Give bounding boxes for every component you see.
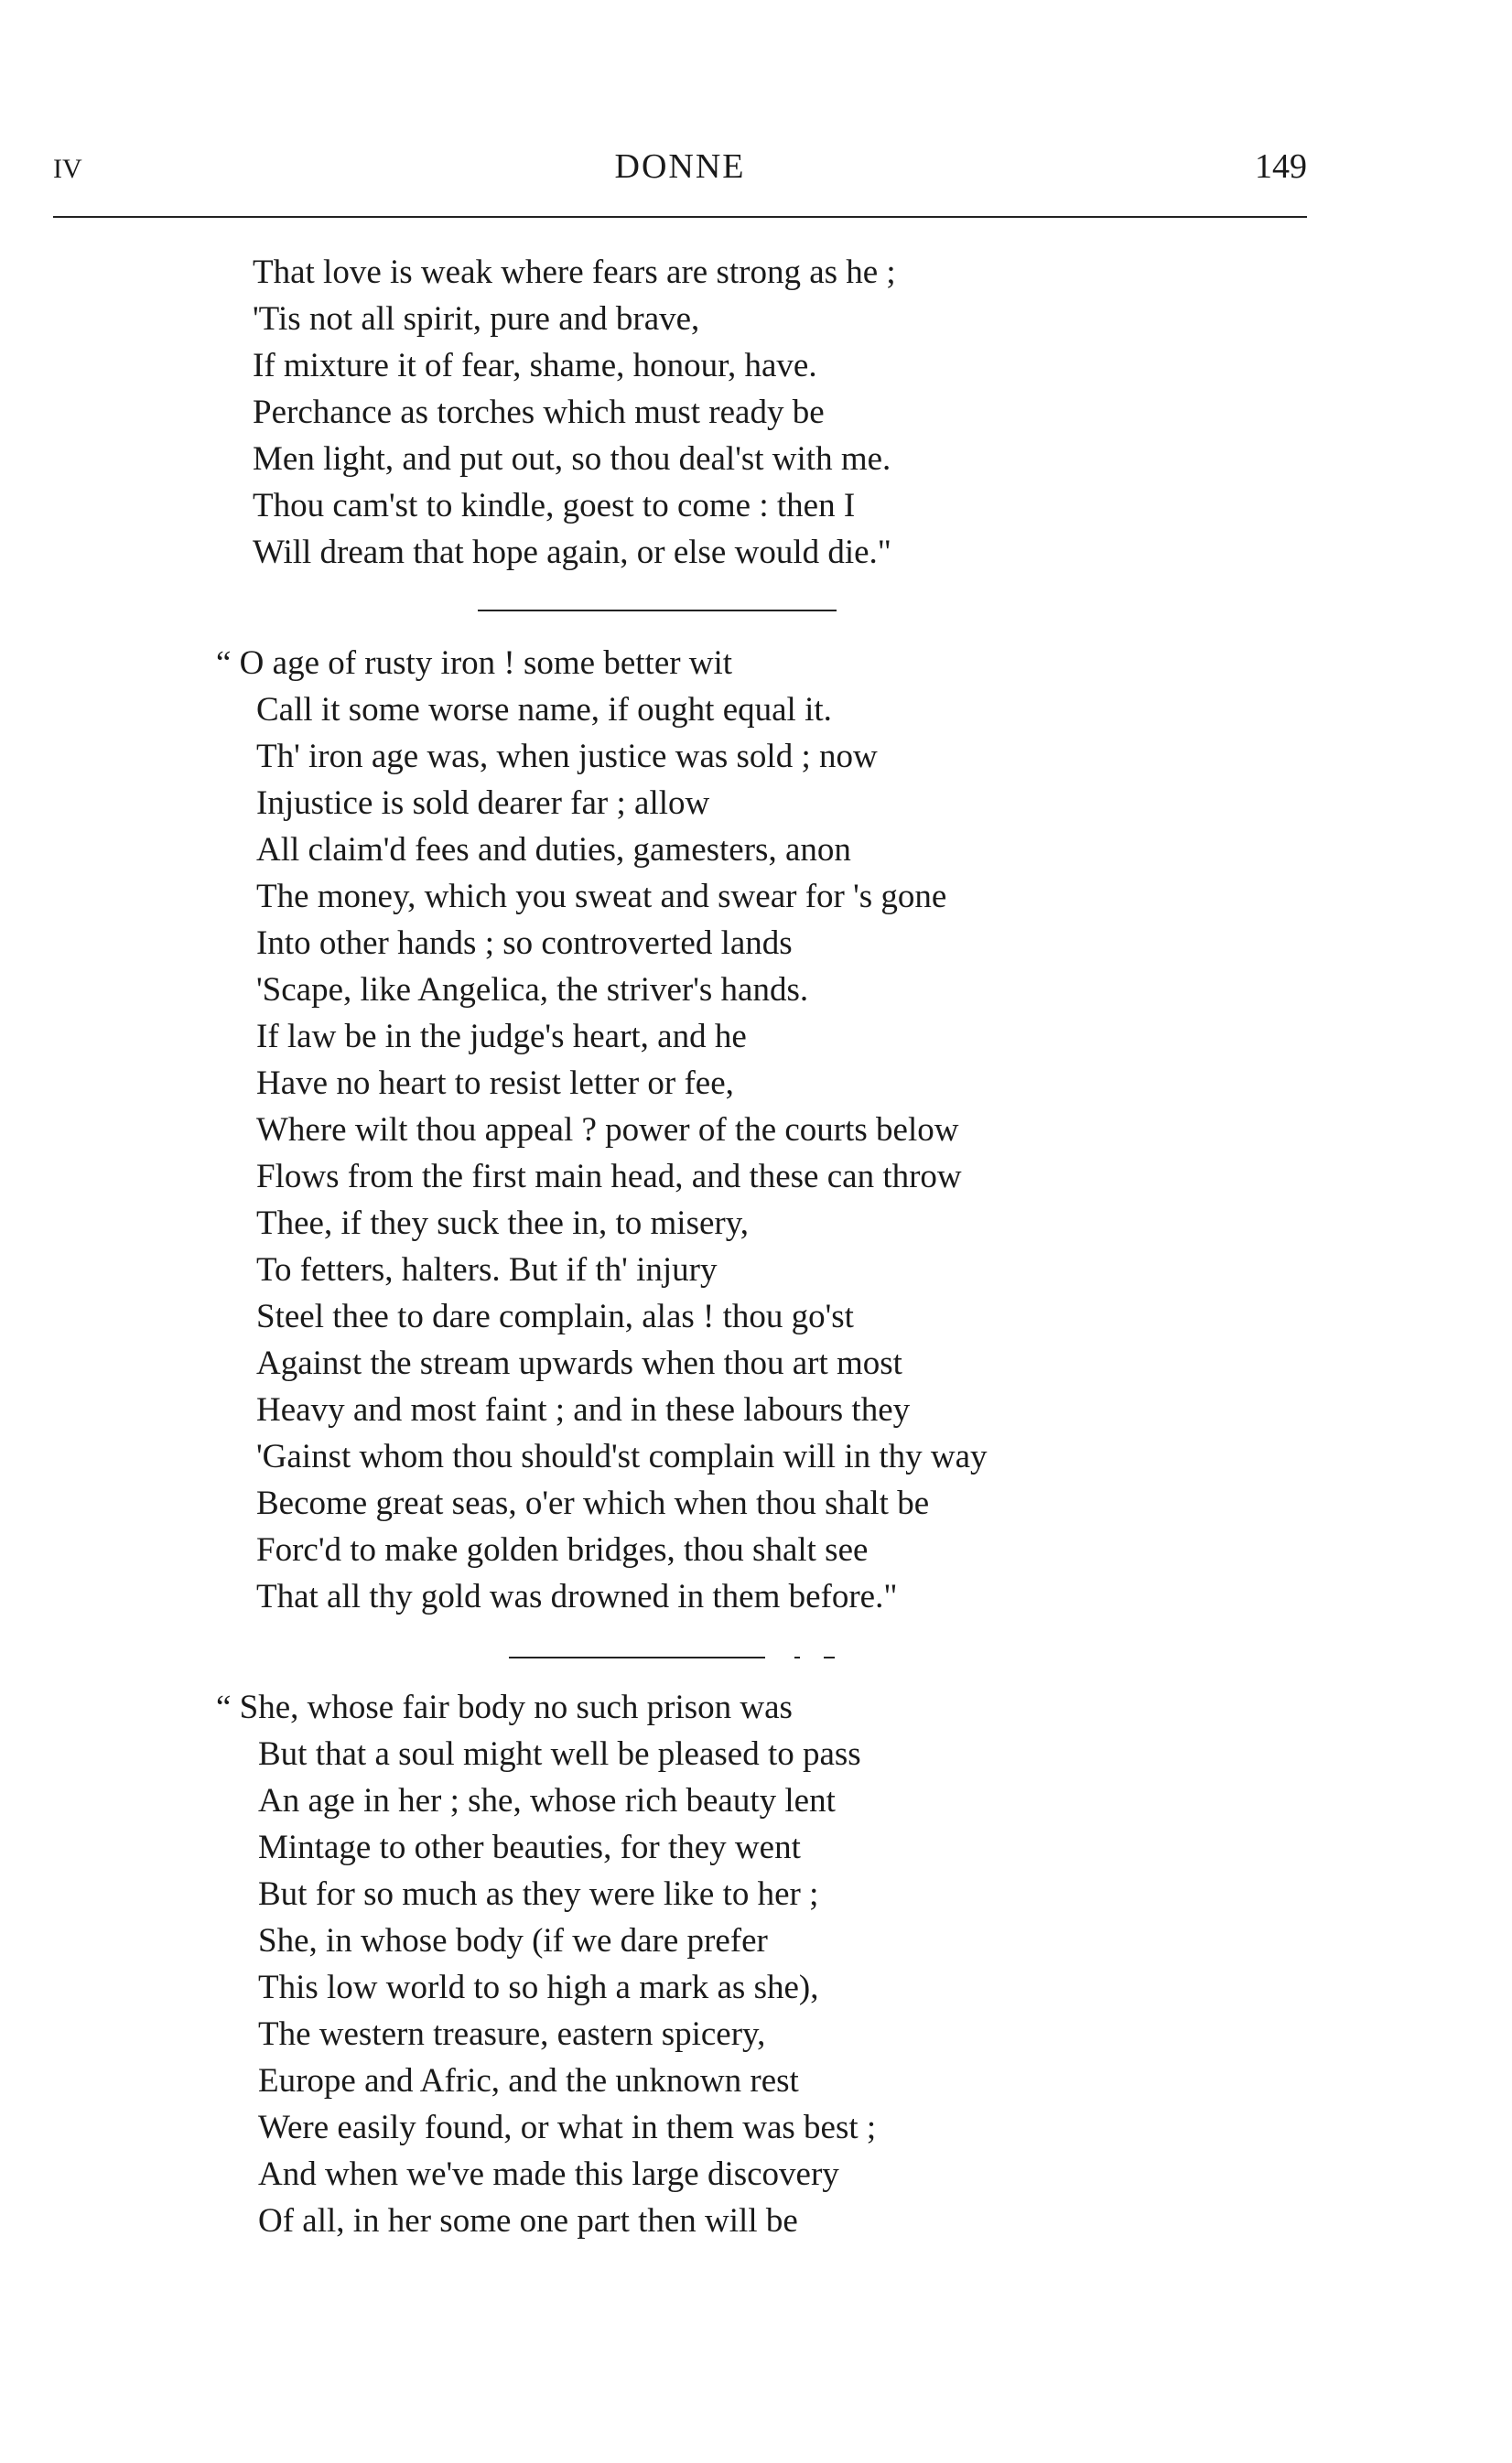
verse-line: Flows from the first main head, and these can throw [256,1158,962,1195]
running-title: DONNE [614,147,746,186]
verse-line: Into other hands ; so controverted lands [256,924,793,962]
stanza-separator [509,1657,765,1658]
verse-line: “ O age of rusty iron ! some better wit [216,644,733,682]
verse-line: The money, which you sweat and swear for 's gone [256,878,947,915]
verse-line: That all thy gold was drowned in them before." [256,1578,898,1615]
verse-line: This low world to so high a mark as she), [258,1969,819,2006]
stanza-separator-dot [794,1657,800,1658]
verse-line: All claim'd fees and duties, gamesters, anon [256,831,851,869]
verse-line: Steel thee to dare complain, alas ! thou go'st [256,1298,854,1335]
verse-line: “ She, whose fair body no such prison was [216,1689,793,1726]
verse-line: 'Gainst whom thou should'st complain will in thy way [256,1438,988,1475]
verse-line: An age in her ; she, whose rich beauty lent [258,1782,836,1820]
verse-line: That love is weak where fears are strong as he ; [253,254,896,291]
verse-line: Europe and Afric, and the unknown rest [258,2062,799,2100]
verse-line: She, in whose body (if we dare prefer [258,1922,768,1960]
verse-line: Thou cam'st to kindle, goest to come : then I [253,487,856,524]
verse-line: Perchance as torches which must ready be [253,394,825,431]
verse-line: Will dream that hope again, or else would die." [253,534,891,571]
verse-line: Mintage to other beauties, for they went [258,1829,801,1866]
verse-line: Of all, in her some one part then will be [258,2202,798,2240]
page-number: 149 [1255,147,1307,186]
stanza-separator [478,610,837,611]
section-number: IV [53,154,82,184]
verse-line: Against the stream upwards when thou art most [256,1345,902,1382]
verse-line: But for so much as they were like to her ; [258,1875,819,1913]
verse-line: Injustice is sold dearer far ; allow [256,784,710,822]
verse-line: To fetters, halters. But if th' injury [256,1251,718,1289]
verse-line: If mixture it of fear, shame, honour, have. [253,347,817,384]
verse-line: Men light, and put out, so thou deal'st with me. [253,440,891,478]
verse-line: Forc'd to make golden bridges, thou shalt see [256,1531,869,1569]
verse-line: Call it some worse name, if ought equal it. [256,691,832,729]
verse-line: Th' iron age was, when justice was sold ; now [256,738,878,775]
stanza-separator-dot [824,1657,835,1658]
verse-line: But that a soul might well be pleased to pass [258,1735,861,1773]
verse-line: Have no heart to resist letter or fee, [256,1064,734,1102]
verse-line: Where wilt thou appeal ? power of the courts below [256,1111,959,1149]
verse-line: Become great seas, o'er which when thou shalt be [256,1485,930,1522]
verse-line: 'Tis not all spirit, pure and brave, [253,300,700,338]
verse-line: Were easily found, or what in them was best ; [258,2109,877,2146]
verse-line: Thee, if they suck thee in, to misery, [256,1204,750,1242]
verse-line: The western treasure, eastern spicery, [258,2015,766,2053]
verse-line: Heavy and most faint ; and in these labours they [256,1391,911,1429]
verse-line: 'Scape, like Angelica, the striver's hands. [256,971,809,1009]
running-header [53,146,1307,201]
verse-line: If law be in the judge's heart, and he [256,1018,747,1055]
verse-line: And when we've made this large discovery [258,2155,839,2193]
header-rule [53,216,1307,218]
